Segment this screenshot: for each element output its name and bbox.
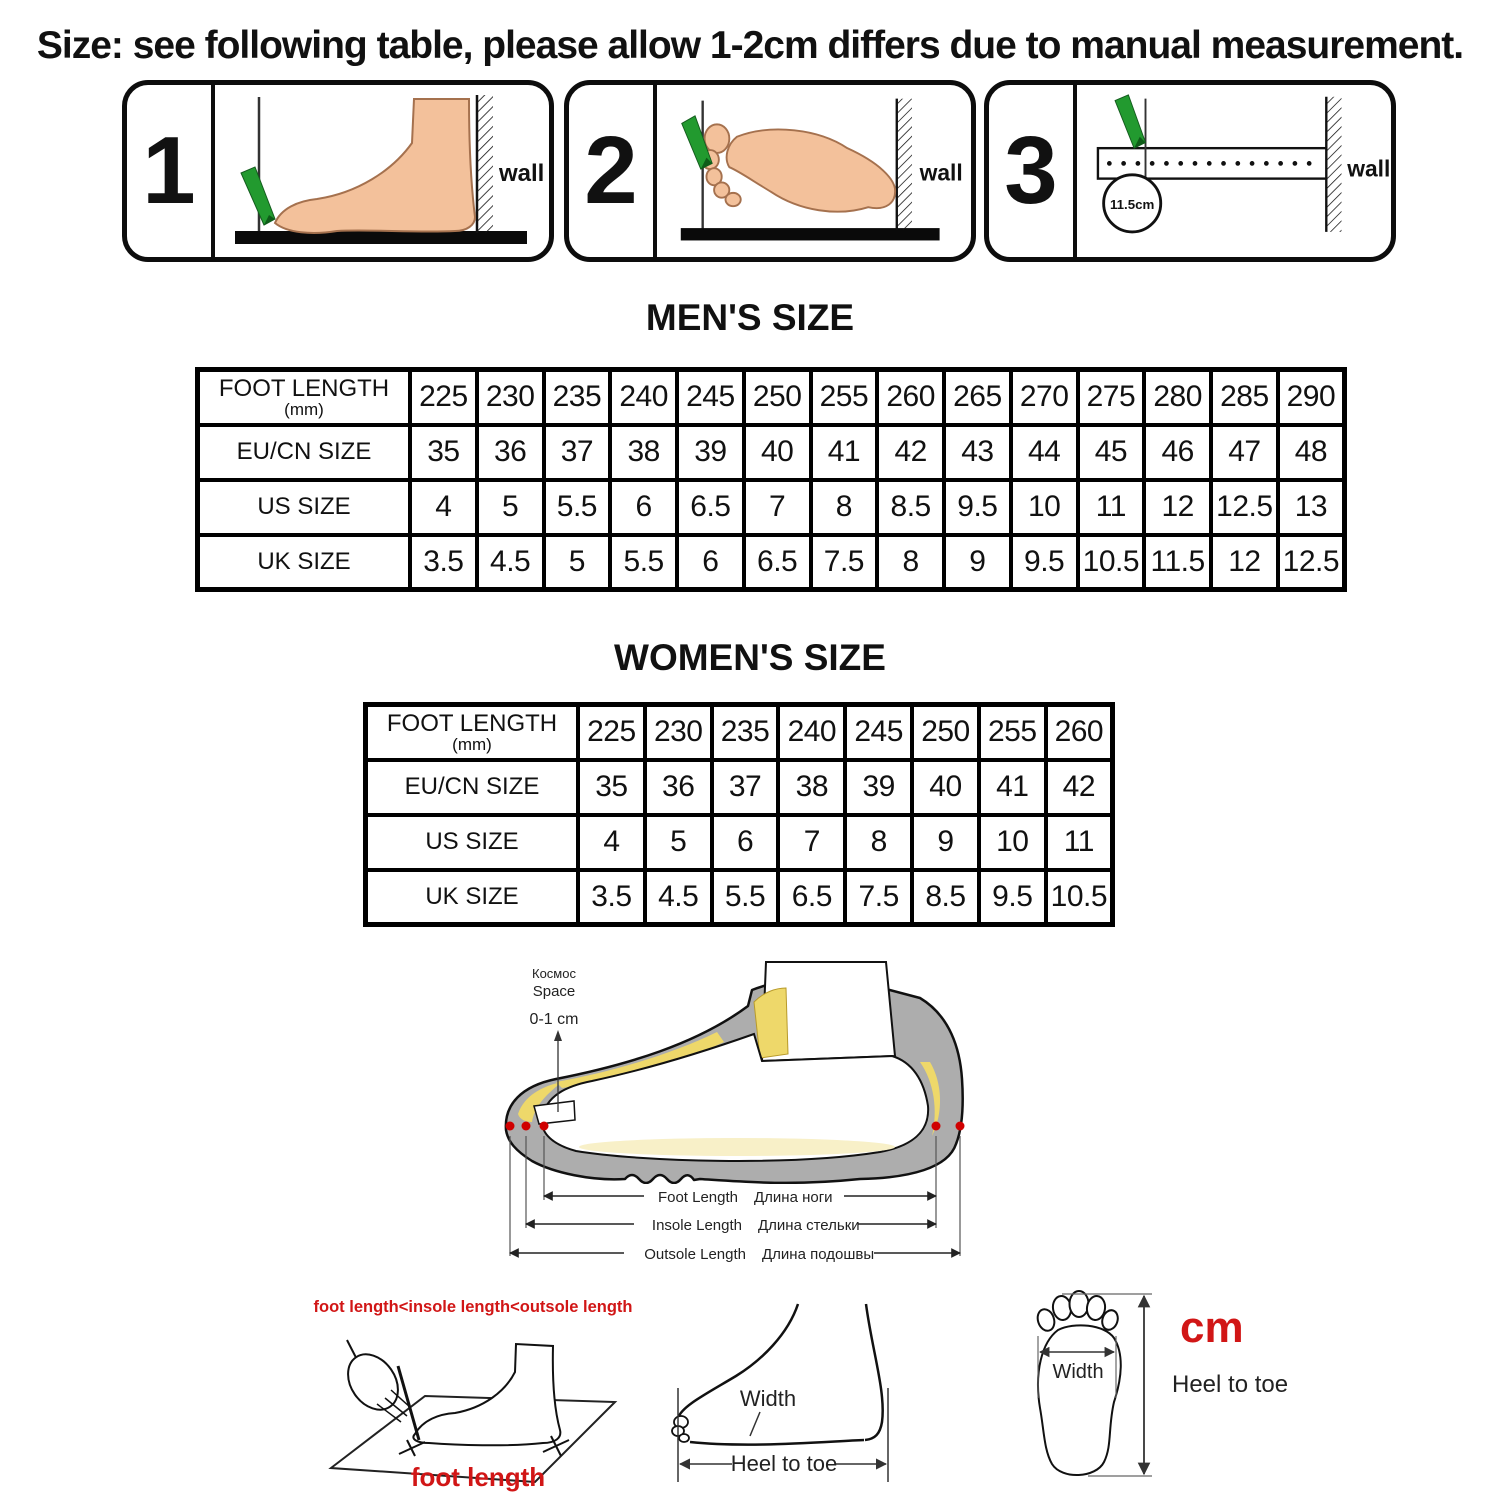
measure-step-3-panel — [984, 80, 1396, 262]
row-header — [198, 425, 411, 480]
foot-sole-shape — [702, 124, 895, 211]
table-row — [366, 705, 1113, 760]
size-value-cell: 6.5 — [677, 480, 744, 535]
size-value-cell: 37 — [712, 760, 779, 815]
size-value-cell: 9 — [912, 815, 979, 870]
size-value-cell: 5 — [645, 815, 712, 870]
size-value-cell: 47 — [1211, 425, 1278, 480]
wall-hatch — [897, 99, 912, 230]
foot-side-shape — [275, 99, 475, 233]
wall-hatch — [477, 95, 493, 233]
size-value-cell: 11.5 — [1144, 535, 1211, 590]
table-row — [198, 370, 1345, 425]
outsole-length-label-en: Outsole Length — [644, 1246, 746, 1263]
size-value-cell: 260 — [1046, 705, 1113, 760]
foot-side-shape — [413, 1344, 560, 1445]
measure-step-2-panel — [564, 80, 976, 262]
foot-side-measure-icon — [215, 85, 549, 257]
size-value-cell: 265 — [944, 370, 1011, 425]
table-row — [198, 425, 1345, 480]
size-value-cell: 11 — [1078, 480, 1145, 535]
size-value-cell: 38 — [778, 760, 845, 815]
shoe-cross-section-icon — [492, 954, 974, 1266]
foot-outline — [676, 1304, 882, 1445]
row-header-label: EU/CN SIZE — [236, 438, 372, 466]
footprint-measure-sketch — [1000, 1280, 1320, 1498]
foot-length-caption: foot length — [410, 1462, 546, 1492]
size-value-cell: 260 — [877, 370, 944, 425]
size-value-cell: 255 — [979, 705, 1046, 760]
space-label-ru: Космос — [532, 966, 576, 981]
size-value-cell: 38 — [610, 425, 677, 480]
size-value-cell: 9.5 — [1011, 535, 1078, 590]
mens-size-title: MEN'S SIZE — [645, 297, 855, 338]
size-value-cell: 13 — [1278, 480, 1345, 535]
size-value-cell: 12 — [1211, 535, 1278, 590]
size-value-cell: 8 — [811, 480, 878, 535]
size-value-cell: 8.5 — [877, 480, 944, 535]
size-value-cell: 8.5 — [912, 870, 979, 925]
step-number: 1 — [127, 85, 215, 257]
row-header-label: US SIZE — [425, 828, 519, 856]
row-header — [366, 705, 579, 760]
size-value-cell: 255 — [811, 370, 878, 425]
size-value-cell: 6.5 — [744, 535, 811, 590]
wall-label: wall — [919, 159, 963, 186]
size-value-cell: 12.5 — [1211, 480, 1278, 535]
size-value-cell: 45 — [1078, 425, 1145, 480]
size-value-cell: 5.5 — [712, 870, 779, 925]
row-header — [366, 815, 579, 870]
step-number: 3 — [989, 85, 1077, 257]
size-value-cell: 9.5 — [979, 870, 1046, 925]
row-header-sublabel: (mm) — [452, 734, 492, 754]
page-title: Size: see following table, please allow 1-2cm differs due to manual measurement. — [36, 24, 1464, 67]
size-value-cell: 7.5 — [811, 535, 878, 590]
foot-top-measure-icon — [657, 85, 971, 257]
size-value-cell: 36 — [477, 425, 544, 480]
foot-length-label-ru: Длина ноги — [754, 1189, 833, 1206]
row-header-label: FOOT LENGTH — [386, 709, 558, 737]
width-label: Width — [739, 1386, 797, 1411]
size-value-cell: 7 — [744, 480, 811, 535]
size-value-cell: 5 — [477, 480, 544, 535]
wall-hatch — [1326, 97, 1341, 232]
size-value-cell: 35 — [578, 760, 645, 815]
size-value-cell: 42 — [1046, 760, 1113, 815]
size-value-cell: 41 — [979, 760, 1046, 815]
size-value-cell: 9 — [944, 535, 1011, 590]
row-header — [198, 535, 411, 590]
womens-size-title: WOMEN'S SIZE — [614, 637, 886, 678]
row-header-sublabel: (mm) — [284, 399, 324, 419]
size-value-cell: 290 — [1278, 370, 1345, 425]
row-header-label: EU/CN SIZE — [404, 773, 540, 801]
step-2-illustration — [657, 85, 971, 257]
size-value-cell: 44 — [1011, 425, 1078, 480]
size-value-cell: 12.5 — [1278, 535, 1345, 590]
size-value-cell: 12 — [1144, 480, 1211, 535]
size-value-cell: 39 — [845, 760, 912, 815]
size-value-cell: 4.5 — [645, 870, 712, 925]
size-value-cell: 10.5 — [1046, 870, 1113, 925]
size-value-cell: 3.5 — [410, 535, 477, 590]
shoe-cross-section-diagram — [492, 954, 974, 1266]
size-value-cell: 40 — [912, 760, 979, 815]
width-label: Width — [1052, 1361, 1104, 1383]
row-header-label: UK SIZE — [425, 883, 519, 911]
size-value-cell: 7.5 — [845, 870, 912, 925]
row-header-label: US SIZE — [257, 493, 351, 521]
size-value-cell: 6 — [677, 535, 744, 590]
size-value-cell: 5.5 — [544, 480, 611, 535]
size-value-cell: 11 — [1046, 815, 1113, 870]
size-value-cell: 43 — [944, 425, 1011, 480]
size-value-cell: 37 — [544, 425, 611, 480]
row-header-label: FOOT LENGTH — [218, 374, 390, 402]
size-value-cell: 280 — [1144, 370, 1211, 425]
table-row — [198, 480, 1345, 535]
size-value-cell: 275 — [1078, 370, 1145, 425]
table-row — [366, 870, 1113, 925]
size-value-cell: 230 — [477, 370, 544, 425]
size-value-cell: 36 — [645, 760, 712, 815]
size-value-cell: 5.5 — [610, 535, 677, 590]
footprint-outline — [1035, 1291, 1121, 1475]
size-value-cell: 6.5 — [778, 870, 845, 925]
size-value-cell: 250 — [912, 705, 979, 760]
foot-length-label-en: Foot Length — [657, 1189, 738, 1206]
space-label-en: Space — [532, 983, 576, 1000]
size-value-cell: 4.5 — [477, 535, 544, 590]
row-header — [198, 480, 411, 535]
heel-to-toe-label: Heel to toe — [1172, 1371, 1289, 1398]
size-value-cell: 285 — [1211, 370, 1278, 425]
size-value-cell: 6 — [712, 815, 779, 870]
ruler-measure-icon — [1077, 85, 1391, 257]
size-value-cell: 225 — [578, 705, 645, 760]
table-row — [366, 815, 1113, 870]
size-value-cell: 8 — [845, 815, 912, 870]
size-value-cell: 7 — [778, 815, 845, 870]
row-header — [198, 370, 411, 425]
row-header — [366, 760, 579, 815]
insole-length-label-en: Insole Length — [651, 1217, 742, 1234]
width-pointer — [750, 1412, 760, 1436]
size-value-cell: 41 — [811, 425, 878, 480]
size-value-cell: 225 — [410, 370, 477, 425]
foot-side-measure-diagram — [648, 1300, 968, 1495]
step-number: 2 — [569, 85, 657, 257]
size-value-cell: 240 — [778, 705, 845, 760]
measurement-value: 11.5cm — [1109, 197, 1155, 213]
size-value-cell: 40 — [744, 425, 811, 480]
wall-label: wall — [1347, 155, 1391, 182]
size-value-cell: 250 — [744, 370, 811, 425]
size-value-cell: 39 — [677, 425, 744, 480]
size-value-cell: 4 — [410, 480, 477, 535]
length-rule-label: foot length<insole length<outsole length — [313, 1298, 633, 1316]
foot-side-measure-sketch — [648, 1300, 968, 1495]
womens-size-table — [363, 702, 1115, 927]
size-value-cell: 5 — [544, 535, 611, 590]
outsole-length-label-ru: Длина подошвы — [762, 1246, 875, 1263]
size-value-cell: 3.5 — [578, 870, 645, 925]
size-value-cell: 4 — [578, 815, 645, 870]
foot-tracing-diagram — [303, 1296, 643, 1496]
row-header-label: UK SIZE — [257, 548, 351, 576]
size-value-cell: 42 — [877, 425, 944, 480]
size-value-cell: 235 — [712, 705, 779, 760]
step-3-illustration — [1077, 85, 1391, 257]
table-row — [198, 535, 1345, 590]
collar-lining — [754, 988, 788, 1058]
size-value-cell: 10 — [979, 815, 1046, 870]
hand-with-pencil — [338, 1340, 419, 1440]
measure-step-1-panel — [122, 80, 554, 262]
insole-length-label-ru: Длина стельки — [758, 1217, 860, 1234]
size-value-cell: 10 — [1011, 480, 1078, 535]
footbed — [579, 1138, 895, 1156]
footprint-measure-diagram — [1000, 1280, 1320, 1498]
heel-to-toe-label: Heel to toe — [730, 1451, 838, 1476]
size-value-cell: 6 — [610, 480, 677, 535]
wall-label: wall — [499, 160, 545, 187]
step-1-illustration — [215, 85, 549, 257]
size-value-cell: 270 — [1011, 370, 1078, 425]
size-value-cell: 35 — [410, 425, 477, 480]
size-value-cell: 8 — [877, 535, 944, 590]
size-value-cell: 46 — [1144, 425, 1211, 480]
size-value-cell: 240 — [610, 370, 677, 425]
size-value-cell: 48 — [1278, 425, 1345, 480]
toes — [672, 1416, 689, 1442]
size-value-cell: 235 — [544, 370, 611, 425]
space-arrowhead — [554, 1030, 562, 1041]
cm-unit-label: cm — [1180, 1303, 1244, 1352]
size-value-cell: 230 — [645, 705, 712, 760]
size-value-cell: 245 — [677, 370, 744, 425]
row-header — [366, 870, 579, 925]
table-row — [366, 760, 1113, 815]
foot-tracing-icon — [303, 1296, 643, 1496]
size-value-cell: 10.5 — [1078, 535, 1145, 590]
mens-size-table — [195, 367, 1347, 592]
size-value-cell: 245 — [845, 705, 912, 760]
space-range-label: 0-1 cm — [529, 1011, 579, 1028]
size-value-cell: 9.5 — [944, 480, 1011, 535]
